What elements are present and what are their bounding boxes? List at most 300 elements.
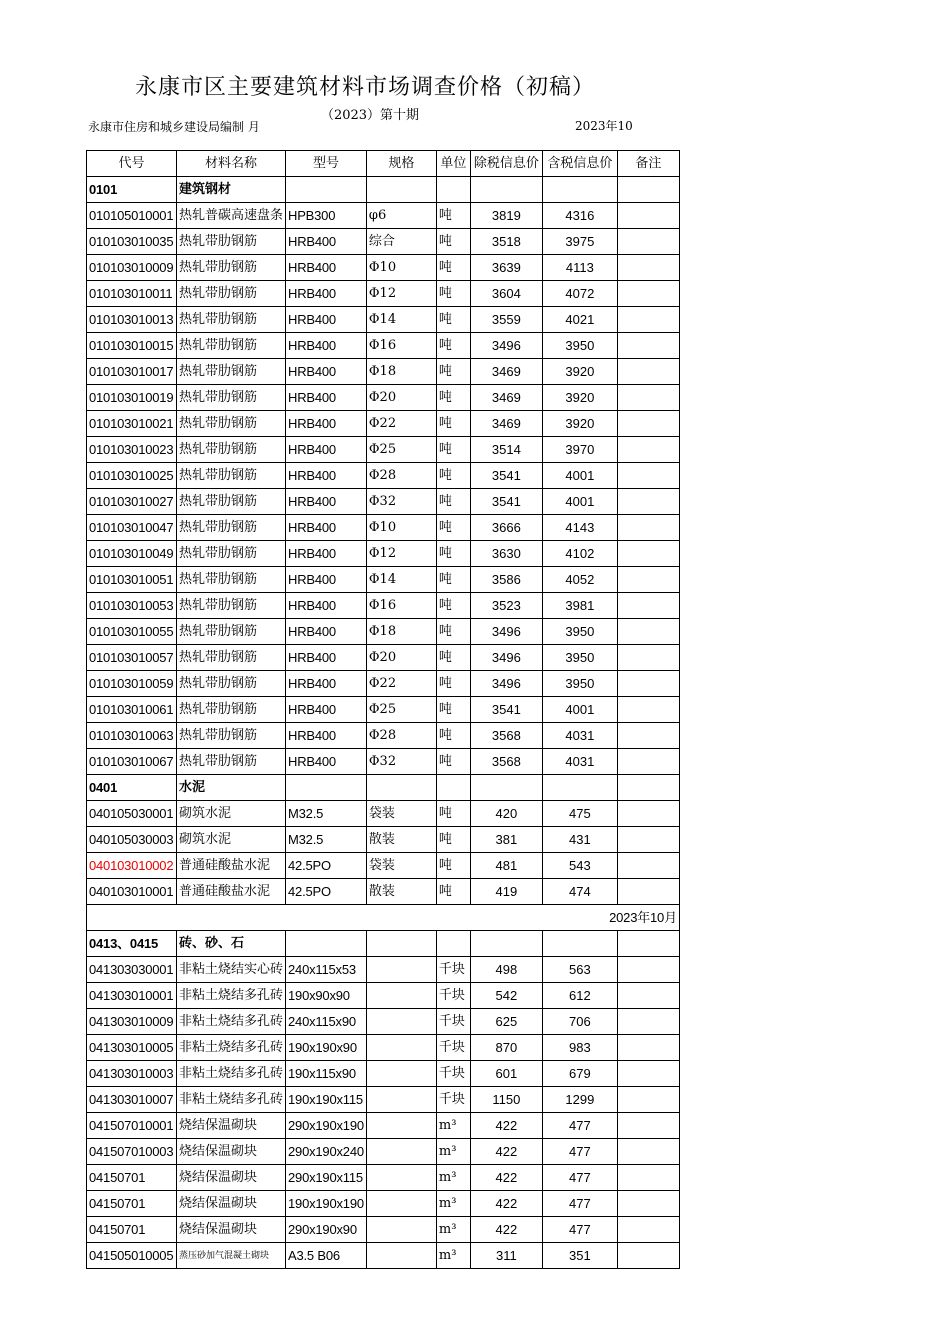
material-name: 热轧带肋钢筋 [177,281,286,307]
material-unit: 吨 [436,723,470,749]
section-code: 0413、0415 [87,931,177,957]
material-unit: 吨 [436,853,470,879]
ex-tax-price: 3819 [470,203,542,229]
material-spec: Φ12 [366,541,436,567]
col-header-inc-tax: 含税信息价 [542,151,617,177]
material-model: HRB400 [286,515,367,541]
material-code: 041303010005 [87,1035,177,1061]
material-spec: Φ20 [366,645,436,671]
remark-cell [617,229,679,255]
remark-cell [617,853,679,879]
material-code: 041303010007 [87,1087,177,1113]
remark-cell [617,957,679,983]
material-code: 010103010023 [87,437,177,463]
material-unit: m³ [436,1139,470,1165]
date-cell: 2023年10月 [87,905,680,931]
material-unit: 吨 [436,801,470,827]
material-model: 240x115x90 [286,1009,367,1035]
material-name: 砌筑水泥 [177,801,286,827]
material-model: M32.5 [286,827,367,853]
table-row [87,1243,680,1269]
material-unit: 千块 [436,1035,470,1061]
material-name: 烧结保温砌块 [177,1191,286,1217]
table-row [87,671,680,697]
material-model: 190x190x90 [286,1035,367,1061]
material-spec: Φ16 [366,333,436,359]
material-spec [366,1191,436,1217]
remark-cell [617,593,679,619]
material-model: 190x90x90 [286,983,367,1009]
material-spec: Φ25 [366,437,436,463]
inc-tax-price: 4052 [542,567,617,593]
remark-cell [617,879,679,905]
ex-tax-price: 3496 [470,645,542,671]
material-model: HRB400 [286,359,367,385]
inc-tax-price: 4113 [542,255,617,281]
material-unit: 吨 [436,671,470,697]
material-code: 041505010005 [87,1243,177,1269]
col-header-ex-tax: 除税信息价 [470,151,542,177]
ex-tax-price: 542 [470,983,542,1009]
material-spec: Φ14 [366,307,436,333]
inc-tax-price: 4031 [542,723,617,749]
col-header-unit: 单位 [436,151,470,177]
material-unit: 吨 [436,463,470,489]
material-spec: 袋装 [366,801,436,827]
material-name: 热轧带肋钢筋 [177,489,286,515]
ex-tax-price: 3469 [470,359,542,385]
material-name: 热轧带肋钢筋 [177,645,286,671]
ex-tax-price: 3496 [470,671,542,697]
material-name: 热轧带肋钢筋 [177,723,286,749]
remark-cell [617,1061,679,1087]
table-row [87,1035,680,1061]
table-row [87,463,680,489]
material-spec: Φ28 [366,463,436,489]
inc-tax-price: 3970 [542,437,617,463]
table-row [87,749,680,775]
table-row [87,1139,680,1165]
material-unit: 吨 [436,567,470,593]
material-spec: Φ10 [366,515,436,541]
material-model: HRB400 [286,749,367,775]
inc-tax-price: 4001 [542,489,617,515]
material-name: 热轧带肋钢筋 [177,515,286,541]
ex-tax-price: 422 [470,1191,542,1217]
material-name: 普通硅酸盐水泥 [177,853,286,879]
ex-tax-price: 422 [470,1217,542,1243]
table-row [87,593,680,619]
material-model: HRB400 [286,437,367,463]
ex-tax-price: 3666 [470,515,542,541]
material-code: 010103010047 [87,515,177,541]
material-name: 热轧带肋钢筋 [177,359,286,385]
material-name: 非粘土烧结多孔砖 [177,1009,286,1035]
inc-tax-price: 475 [542,801,617,827]
inc-tax-price: 3950 [542,645,617,671]
remark-cell [617,203,679,229]
material-spec: Φ12 [366,281,436,307]
ex-tax-price: 3559 [470,307,542,333]
material-spec: Φ22 [366,411,436,437]
material-spec: Φ14 [366,567,436,593]
ex-tax-price: 3496 [470,619,542,645]
empty-cell [542,931,617,957]
material-unit: m³ [436,1191,470,1217]
remark-cell [617,1165,679,1191]
material-code: 010103010025 [87,463,177,489]
material-name: 热轧带肋钢筋 [177,255,286,281]
material-code: 041303010001 [87,983,177,1009]
material-unit: 吨 [436,827,470,853]
material-model: 190x190x115 [286,1087,367,1113]
material-spec [366,1217,436,1243]
inc-tax-price: 3920 [542,385,617,411]
table-row [87,281,680,307]
section-row [87,775,680,801]
material-model: HRB400 [286,541,367,567]
ex-tax-price: 3469 [470,385,542,411]
material-code: 041303030001 [87,957,177,983]
material-code: 040105030001 [87,801,177,827]
material-code: 010103010013 [87,307,177,333]
table-row [87,229,680,255]
table-header-row [87,151,680,177]
material-model: HPB300 [286,203,367,229]
material-name: 热轧带肋钢筋 [177,541,286,567]
material-model: HRB400 [286,229,367,255]
inc-tax-price: 4001 [542,463,617,489]
remark-cell [617,567,679,593]
material-unit: 吨 [436,515,470,541]
inc-tax-price: 3950 [542,671,617,697]
inc-tax-price: 563 [542,957,617,983]
table-row [87,827,680,853]
remark-cell [617,1113,679,1139]
inc-tax-price: 3981 [542,593,617,619]
issue-subtitle: （2023）第十期 [320,108,420,123]
material-name: 蒸压砂加气混凝土砌块 [177,1243,286,1269]
table-row [87,307,680,333]
inc-tax-price: 477 [542,1113,617,1139]
inc-tax-price: 474 [542,879,617,905]
date-row [87,905,680,931]
table-row [87,411,680,437]
material-code: 040105030003 [87,827,177,853]
material-unit: 千块 [436,1061,470,1087]
table-row [87,203,680,229]
material-unit: 吨 [436,879,470,905]
empty-cell [366,775,436,801]
material-model: 290x190x90 [286,1217,367,1243]
inc-tax-price: 4316 [542,203,617,229]
inc-tax-price: 3920 [542,411,617,437]
material-spec [366,1139,436,1165]
ex-tax-price: 3568 [470,749,542,775]
ex-tax-price: 422 [470,1113,542,1139]
table-row [87,333,680,359]
ex-tax-price: 3604 [470,281,542,307]
material-code: 010103010019 [87,385,177,411]
material-code: 040103010001 [87,879,177,905]
material-model: M32.5 [286,801,367,827]
inc-tax-price: 351 [542,1243,617,1269]
inc-tax-price: 543 [542,853,617,879]
inc-tax-price: 4001 [542,697,617,723]
empty-cell [617,775,679,801]
material-model: HRB400 [286,645,367,671]
inc-tax-price: 983 [542,1035,617,1061]
empty-cell [470,177,542,203]
material-model: HRB400 [286,723,367,749]
inc-tax-price: 612 [542,983,617,1009]
material-unit: m³ [436,1217,470,1243]
material-model: HRB400 [286,255,367,281]
material-code: 010103010053 [87,593,177,619]
material-model: HRB400 [286,489,367,515]
empty-cell [286,177,367,203]
material-name: 烧结保温砌块 [177,1217,286,1243]
material-unit: 吨 [436,359,470,385]
material-name: 热轧普碳高速盘条 [177,203,286,229]
ex-tax-price: 3514 [470,437,542,463]
material-model: 290x190x240 [286,1139,367,1165]
material-spec: Φ28 [366,723,436,749]
material-model: 290x190x190 [286,1113,367,1139]
material-model: HRB400 [286,411,367,437]
ex-tax-price: 3469 [470,411,542,437]
ex-tax-price: 420 [470,801,542,827]
ex-tax-price: 3568 [470,723,542,749]
material-name: 非粘土烧结实心砖 [177,957,286,983]
remark-cell [617,1139,679,1165]
section-row [87,931,680,957]
material-spec [366,1165,436,1191]
material-code: 010103010021 [87,411,177,437]
ex-tax-price: 311 [470,1243,542,1269]
material-model: 190x115x90 [286,1061,367,1087]
table-row [87,515,680,541]
material-code: 010103010049 [87,541,177,567]
ex-tax-price: 3523 [470,593,542,619]
remark-cell [617,1009,679,1035]
section-name: 建筑钢材 [177,177,286,203]
material-unit: m³ [436,1165,470,1191]
material-code: 010103010015 [87,333,177,359]
table-row [87,853,680,879]
remark-cell [617,307,679,333]
empty-cell [436,177,470,203]
empty-cell [542,177,617,203]
remark-cell [617,723,679,749]
material-unit: 吨 [436,385,470,411]
inc-tax-price: 4143 [542,515,617,541]
section-name: 砖、砂、石 [177,931,286,957]
material-spec [366,1035,436,1061]
material-name: 热轧带肋钢筋 [177,463,286,489]
material-spec: Φ18 [366,359,436,385]
remark-cell [617,333,679,359]
material-spec: φ6 [366,203,436,229]
material-spec: 袋装 [366,853,436,879]
material-code: 010103010009 [87,255,177,281]
ex-tax-price: 3518 [470,229,542,255]
material-spec [366,1087,436,1113]
material-unit: 吨 [436,281,470,307]
empty-cell [286,931,367,957]
col-header-name: 材料名称 [177,151,286,177]
material-unit: 吨 [436,229,470,255]
page-title: 永康市区主要建筑材料市场调查价格（初稿） [134,75,595,100]
table-row [87,1165,680,1191]
ex-tax-price: 3541 [470,489,542,515]
remark-cell [617,619,679,645]
material-code: 010103010059 [87,671,177,697]
inc-tax-price: 4102 [542,541,617,567]
material-name: 非粘土烧结多孔砖 [177,1035,286,1061]
material-code: 010103010027 [87,489,177,515]
material-unit: 吨 [436,255,470,281]
material-name: 热轧带肋钢筋 [177,749,286,775]
material-code: 040103010002 [87,853,177,879]
inc-tax-price: 3920 [542,359,617,385]
ex-tax-price: 1150 [470,1087,542,1113]
col-header-model: 型号 [286,151,367,177]
table-row [87,489,680,515]
remark-cell [617,1087,679,1113]
remark-cell [617,1243,679,1269]
inc-tax-price: 477 [542,1139,617,1165]
material-spec: Φ16 [366,593,436,619]
material-spec: Φ32 [366,749,436,775]
material-name: 热轧带肋钢筋 [177,593,286,619]
ex-tax-price: 625 [470,1009,542,1035]
material-spec: Φ32 [366,489,436,515]
table-row [87,567,680,593]
ex-tax-price: 481 [470,853,542,879]
material-name: 非粘土烧结多孔砖 [177,1061,286,1087]
table-row [87,983,680,1009]
material-code: 041507010001 [87,1113,177,1139]
inc-tax-price: 1299 [542,1087,617,1113]
ex-tax-price: 601 [470,1061,542,1087]
material-code: 010103010063 [87,723,177,749]
inc-tax-price: 3975 [542,229,617,255]
ex-tax-price: 498 [470,957,542,983]
empty-cell [617,931,679,957]
material-unit: 吨 [436,749,470,775]
material-spec: Φ10 [366,255,436,281]
material-unit: 吨 [436,203,470,229]
empty-cell [470,931,542,957]
empty-cell [366,177,436,203]
material-code: 04150701 [87,1217,177,1243]
col-header-code: 代号 [87,151,177,177]
material-model: 42.5PO [286,853,367,879]
material-unit: 吨 [436,645,470,671]
material-name: 热轧带肋钢筋 [177,567,286,593]
material-code: 04150701 [87,1165,177,1191]
material-unit: 千块 [436,983,470,1009]
material-code: 010103010017 [87,359,177,385]
material-model: HRB400 [286,463,367,489]
material-name: 热轧带肋钢筋 [177,697,286,723]
remark-cell [617,1035,679,1061]
remark-cell [617,749,679,775]
empty-cell [286,775,367,801]
material-unit: 吨 [436,593,470,619]
empty-cell [470,775,542,801]
material-unit: 吨 [436,307,470,333]
material-spec [366,1113,436,1139]
material-unit: 千块 [436,957,470,983]
table-row [87,541,680,567]
material-spec: Φ25 [366,697,436,723]
material-name: 热轧带肋钢筋 [177,307,286,333]
material-name: 砌筑水泥 [177,827,286,853]
material-name: 烧结保温砌块 [177,1139,286,1165]
material-code: 010103010035 [87,229,177,255]
table-row [87,879,680,905]
material-code: 041303010003 [87,1061,177,1087]
inc-tax-price: 4072 [542,281,617,307]
publisher-label: 永康市住房和城乡建设局编制 月 [88,120,260,134]
ex-tax-price: 3541 [470,697,542,723]
material-unit: 吨 [436,619,470,645]
material-model: HRB400 [286,333,367,359]
remark-cell [617,385,679,411]
publish-date: 2023年10 [575,120,633,133]
material-model: 42.5PO [286,879,367,905]
material-code: 041507010003 [87,1139,177,1165]
material-model: HRB400 [286,281,367,307]
table-row [87,723,680,749]
table-row [87,1113,680,1139]
material-code: 010105010001 [87,203,177,229]
inc-tax-price: 4021 [542,307,617,333]
price-table [86,150,680,1269]
material-code: 010103010055 [87,619,177,645]
ex-tax-price: 3630 [470,541,542,567]
material-name: 热轧带肋钢筋 [177,437,286,463]
material-model: 240x115x53 [286,957,367,983]
table-row [87,1191,680,1217]
table-row [87,1009,680,1035]
material-name: 非粘土烧结多孔砖 [177,983,286,1009]
material-unit: 吨 [436,489,470,515]
ex-tax-price: 3586 [470,567,542,593]
table-row [87,385,680,411]
material-name: 烧结保温砌块 [177,1165,286,1191]
empty-cell [436,775,470,801]
section-name: 水泥 [177,775,286,801]
empty-cell [542,775,617,801]
material-spec [366,957,436,983]
material-code: 010103010067 [87,749,177,775]
inc-tax-price: 3950 [542,333,617,359]
material-unit: 吨 [436,541,470,567]
material-code: 041303010009 [87,1009,177,1035]
ex-tax-price: 3496 [470,333,542,359]
material-model: HRB400 [286,593,367,619]
material-name: 热轧带肋钢筋 [177,229,286,255]
inc-tax-price: 477 [542,1217,617,1243]
section-code: 0401 [87,775,177,801]
inc-tax-price: 706 [542,1009,617,1035]
material-name: 热轧带肋钢筋 [177,385,286,411]
table-row [87,437,680,463]
remark-cell [617,437,679,463]
